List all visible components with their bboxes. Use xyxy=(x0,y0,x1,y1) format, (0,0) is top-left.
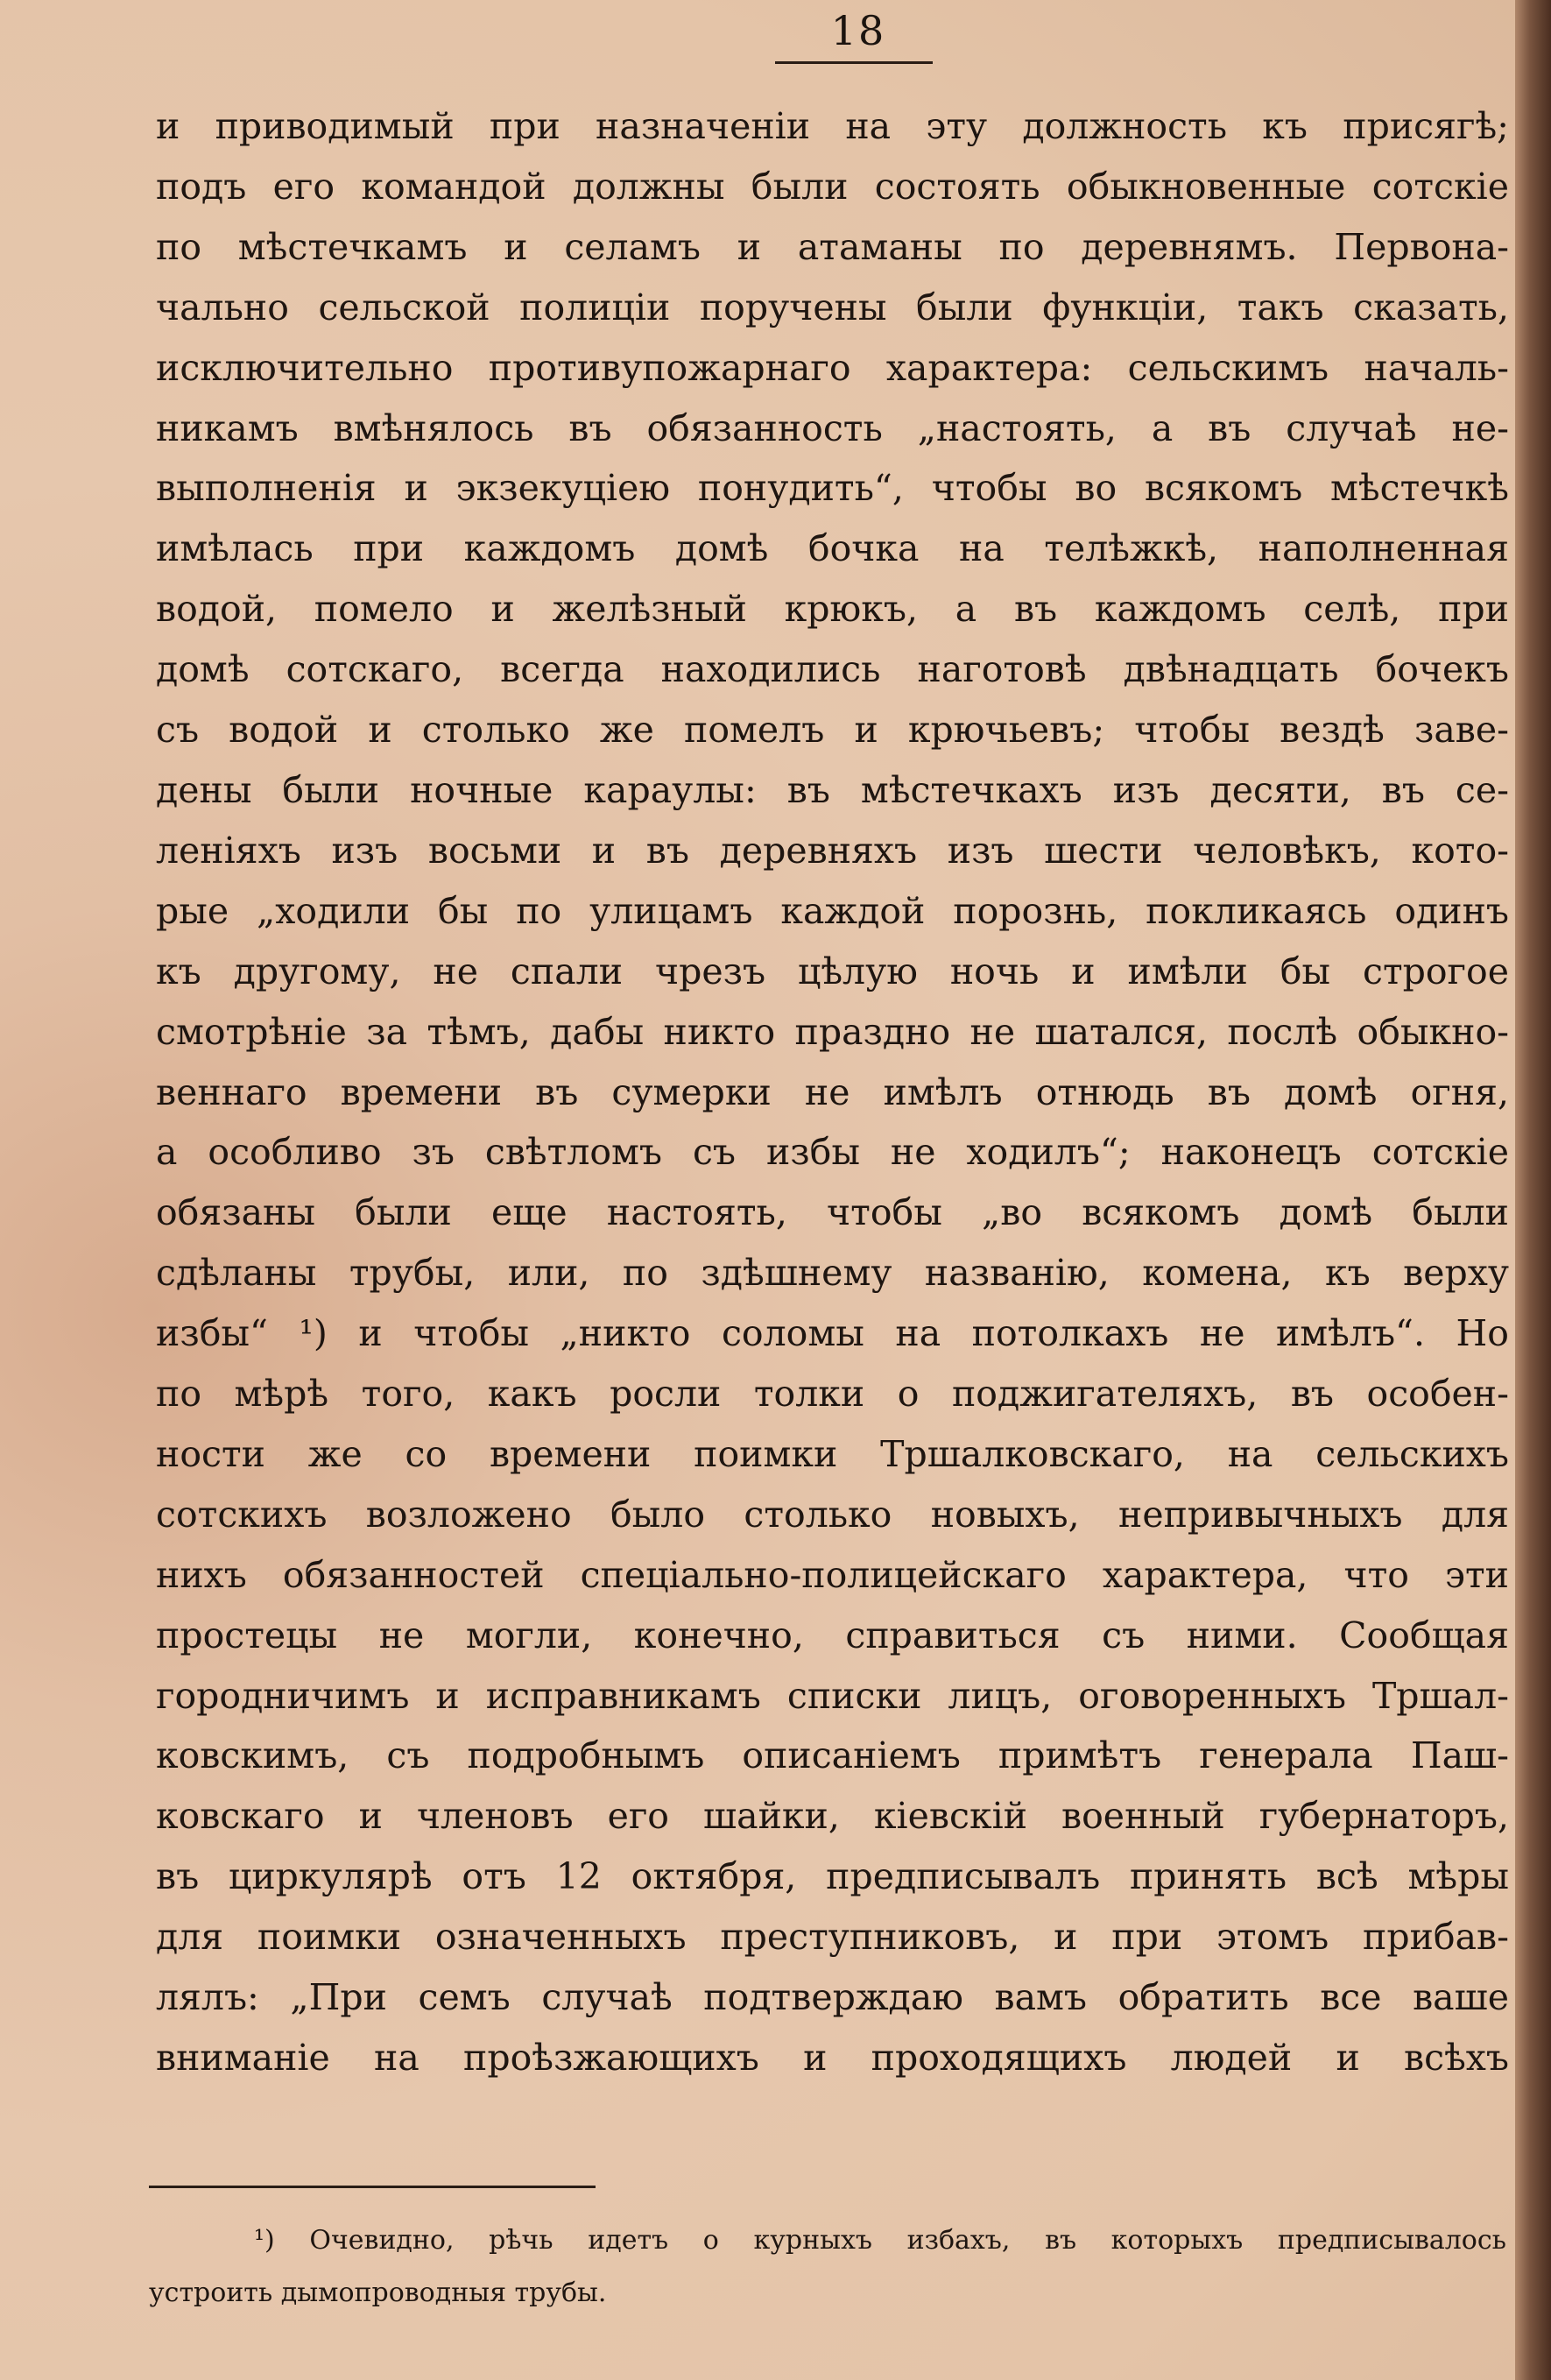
text-line: имѣлась при каждомъ домѣ бочка на телѣжкѣ, наполненная xyxy=(156,527,1509,570)
text-line: нихъ обязанностей спеціально-полицейскаго характера, что эти xyxy=(156,1553,1509,1596)
page-number: 18 xyxy=(830,7,886,54)
text-line: къ другому, не спали чрезъ цѣлую ночь и имѣли бы строгое xyxy=(156,950,1509,992)
footnote xyxy=(149,2214,1506,2320)
text-line: подъ его командой должны были состоять обыкновенные сотскіе xyxy=(156,165,1509,208)
text-line: смотрѣніе за тѣмъ, дабы никто праздно не шатался, послѣ обыкно- xyxy=(156,1010,1509,1053)
text-line: леніяхъ изъ восьми и въ деревняхъ изъ шести человѣкъ, кото- xyxy=(156,829,1509,872)
text-line: никамъ вмѣнялось въ обязанность „настоять, а въ случаѣ не- xyxy=(156,406,1509,449)
text-line: ности же со времени поимки Тршалковскаго, на сельскихъ xyxy=(156,1432,1509,1475)
page-edge xyxy=(1515,0,1551,2380)
text-line: выполненія и экзекуціею понудить“, чтобы во всякомъ мѣстечкѣ xyxy=(156,467,1509,510)
text-line: избы“ ¹) и чтобы „никто соломы на потолкахъ не имѣлъ“. Но xyxy=(156,1312,1509,1355)
text-line: дены были ночные караулы: въ мѣстечкахъ изъ десяти, въ се- xyxy=(156,768,1509,811)
text-line: по мѣстечкамъ и селамъ и атаманы по деревнямъ. Первона- xyxy=(156,225,1509,268)
text-line: а особливо зъ свѣтломъ съ избы не ходилъ“; наконецъ сотскіе xyxy=(156,1131,1509,1174)
text-line: съ водой и столько же помелъ и крючьевъ; чтобы вездѣ заве- xyxy=(156,709,1509,752)
text-line: сотскихъ возложено было столько новыхъ, непривычныхъ для xyxy=(156,1493,1509,1536)
footnote-rule xyxy=(149,2186,596,2188)
header-rule xyxy=(775,61,933,64)
text-line: чально сельской полиціи поручены были функціи, такъ сказать, xyxy=(156,286,1509,328)
text-line: лялъ: „При семъ случаѣ подтверждаю вамъ обратить все ваше xyxy=(156,1976,1509,2019)
footnote-line: ¹) Очевидно, рѣчь идетъ о курныхъ избахъ, въ которыхъ предписывалось xyxy=(254,2225,1506,2256)
text-line: городничимъ и исправникамъ списки лицъ, оговоренныхъ Тршал- xyxy=(156,1674,1509,1717)
text-line: по мѣрѣ того, какъ росли толки о поджигателяхъ, въ особен- xyxy=(156,1373,1509,1416)
text-line: ковскаго и членовъ его шайки, кіевскій военный губернаторъ, xyxy=(156,1795,1509,1838)
footnote-line: устроить дымопроводныя трубы. xyxy=(149,2278,607,2308)
text-line: рые „ходили бы по улицамъ каждой порознь, покликаясь одинъ xyxy=(156,889,1509,932)
body-text xyxy=(156,96,1509,2088)
text-line: ковскимъ, съ подробнымъ описаніемъ примѣтъ генерала Паш- xyxy=(156,1734,1509,1777)
text-line: простецы не могли, конечно, справиться съ ними. Сообщая xyxy=(156,1614,1509,1656)
text-line: въ циркулярѣ отъ 12 октября, предписывалъ принять всѣ мѣры xyxy=(156,1855,1509,1898)
text-line: для поимки означенныхъ преступниковъ, и при этомъ прибав- xyxy=(156,1916,1509,1959)
text-line: обязаны были еще настоять, чтобы „во всякомъ домѣ были xyxy=(156,1191,1509,1234)
text-line: вниманіе на проѣзжающихъ и проходящихъ людей и всѣхъ xyxy=(156,2037,1509,2079)
text-line: и приводимый при назначеніи на эту должность къ присягѣ; xyxy=(156,105,1509,147)
text-line: сдѣланы трубы, или, по здѣшнему названію, комена, къ верху xyxy=(156,1252,1509,1295)
text-line: водой, помело и желѣзный крюкъ, а въ каждомъ селѣ, при xyxy=(156,588,1509,631)
text-line: веннаго времени въ сумерки не имѣлъ отнюдь въ домѣ огня, xyxy=(156,1070,1509,1113)
text-line: исключительно противупожарнаго характера: сельскимъ началь- xyxy=(156,346,1509,389)
text-line: домѣ сотскаго, всегда находились наготовѣ двѣнадцать бочекъ xyxy=(156,648,1509,691)
